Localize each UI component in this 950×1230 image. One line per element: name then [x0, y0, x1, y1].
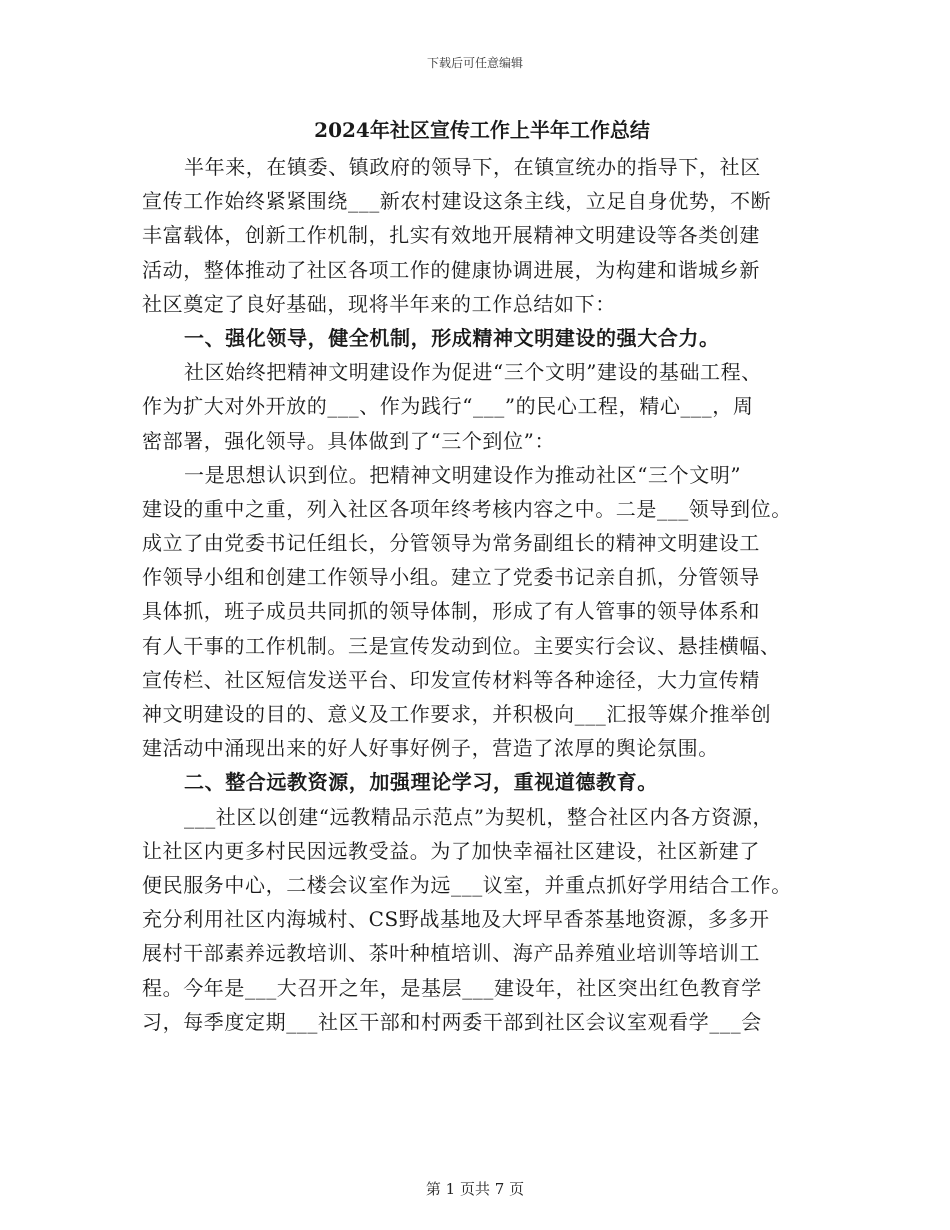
text-line: 宣传工作始终紧紧围绕___新农村建设这条主线，立足自身优势，不断 — [142, 189, 772, 214]
page-footer: 第 1 页共 7 页 — [425, 1180, 525, 1198]
section-heading: 一、强化领导，健全机制，形成精神文明建设的强大合力。 — [184, 325, 720, 350]
text-line: 具体抓，班子成员共同抓的领导体制，形成了有人管事的领导体系和 — [142, 599, 760, 624]
text-line: 作为扩大对外开放的___、作为践行“___”的民心工程，精心___，周 — [142, 394, 754, 419]
text-line: 建设的重中之重，列入社区各项年终考核内容之中。二是___领导到位。 — [142, 496, 792, 521]
text-line: 便民服务中心，二楼会议室作为远___议室，并重点抓好学用结合工作。 — [142, 872, 792, 897]
text-line: 神文明建设的目的、意义及工作要求，并积极向___汇报等媒介推举创 — [142, 702, 772, 726]
text-line: 成立了由党委书记任组长，分管领导为常务副组长的精神文明建设工 — [142, 531, 760, 556]
text-line: 让社区内更多村民因远教受益。为了加快幸福社区建设，社区新建了 — [142, 838, 760, 863]
text-line: 充分利用社区内海城村、CS野战基地及大坪早香茶基地资源，多多开 — [142, 907, 770, 932]
text-line: 习，每季度定期___社区干部和村两委干部到社区会议室观看学___会 — [142, 1009, 762, 1034]
text-line: 宣传栏、社区短信发送平台、印发宣传材料等各种途径，大力宣传精 — [142, 667, 760, 692]
text-line: 程。今年是___大召开之年，是基层___建设年，社区突出红色教育学 — [142, 975, 762, 1000]
section-heading: 二、整合远教资源，加强理论学习，重视道德教育。 — [184, 770, 658, 795]
text-line: 展村干部素养远教培训、茶叶种植培训、海产品养殖业培训等培训工 — [142, 941, 760, 966]
text-line: 建活动中涌现出来的好人好事好例子，营造了浓厚的舆论氛围。 — [142, 736, 719, 761]
text-line: 半年来，在镇委、镇政府的领导下，在镇宣统办的指导下，社区 — [184, 155, 761, 179]
document-title: 2024年社区宣传工作上半年工作总结 — [314, 118, 650, 142]
header-note: 下载后可任意编辑 — [426, 56, 523, 70]
document-body — [142, 110, 822, 1039]
text-line: 有人干事的工作机制。三是宣传发动到位。主要实行会议、悬挂横幅、 — [142, 633, 781, 658]
text-line: 作领导小组和创建工作领导小组。建立了党委书记亲自抓，分管领导 — [142, 565, 760, 590]
text-line: 一是思想认识到位。把精神文明建设作为推动社区“三个文明” — [184, 462, 742, 487]
text-line: 丰富载体，创新工作机制，扎实有效地开展精神文明建设等各类创建 — [142, 223, 760, 248]
text-line: 活动，整体推动了社区各项工作的健康协调进展，为构建和谐城乡新 — [142, 257, 760, 282]
text-line: 社区奠定了良好基础，现将半年来的工作总结如下： — [142, 291, 616, 316]
text-line: 密部署，强化领导。具体做到了“三个到位”： — [142, 428, 556, 453]
text-line: 社区始终把精神文明建设作为促进“三个文明”建设的基础工程、 — [184, 360, 762, 385]
document-lines — [142, 150, 822, 1039]
text-line: ___社区以创建“远教精品示范点”为契机，整合社区内各方资源， — [184, 804, 774, 829]
